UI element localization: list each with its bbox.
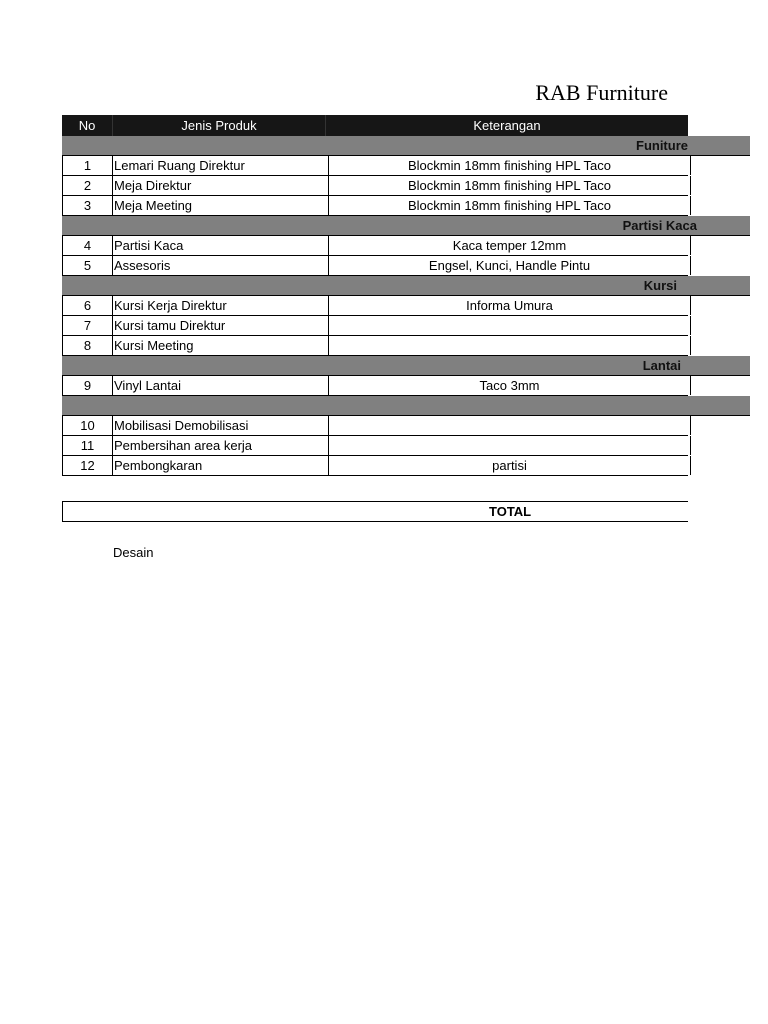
table-row xyxy=(62,296,688,316)
row-number: 5 xyxy=(83,258,92,273)
total-label: TOTAL xyxy=(489,504,532,519)
row-keterangan: Engsel, Kunci, Handle Pintu xyxy=(329,256,691,275)
header-keterangan: Keterangan xyxy=(473,118,541,133)
total-row xyxy=(62,501,688,522)
row-keterangan: partisi xyxy=(329,456,691,475)
row-keterangan xyxy=(329,436,691,455)
section-band xyxy=(62,356,750,376)
table-row xyxy=(62,236,688,256)
table-row xyxy=(62,456,688,476)
table-row xyxy=(62,196,688,216)
row-number: 7 xyxy=(83,318,92,333)
section-label: Funiture xyxy=(636,138,688,153)
table-row xyxy=(62,336,688,356)
section-label: Lantai xyxy=(642,358,681,373)
row-number: 4 xyxy=(83,238,92,253)
row-jenis-produk: Kursi tamu Direktur xyxy=(112,316,329,335)
section-label: Kursi xyxy=(643,278,677,293)
section-band xyxy=(62,276,750,296)
document-title: RAB Furniture xyxy=(535,80,668,105)
table-row xyxy=(62,436,688,456)
section-band xyxy=(62,136,750,156)
row-keterangan: Blockmin 18mm finishing HPL Taco xyxy=(329,196,691,215)
section-band xyxy=(62,216,750,236)
row-keterangan: Kaca temper 12mm xyxy=(329,236,691,255)
row-keterangan: Informa Umura xyxy=(329,296,691,315)
row-jenis-produk: Pembersihan area kerja xyxy=(112,436,329,455)
row-jenis-produk: Meja Meeting xyxy=(112,196,329,215)
row-jenis-produk: Meja Direktur xyxy=(112,176,329,195)
table-row xyxy=(62,256,688,276)
section-label: Partisi Kaca xyxy=(622,218,697,233)
row-keterangan xyxy=(329,416,691,435)
table-body xyxy=(62,136,697,476)
rab-table xyxy=(62,115,697,476)
table-row xyxy=(62,416,688,436)
row-jenis-produk: Partisi Kaca xyxy=(112,236,329,255)
row-number: 8 xyxy=(83,338,92,353)
row-number: 9 xyxy=(83,378,92,393)
row-keterangan xyxy=(329,316,691,335)
row-number: 11 xyxy=(80,438,95,453)
table-row xyxy=(62,376,688,396)
row-number: 2 xyxy=(83,178,92,193)
table-row xyxy=(62,316,688,336)
row-keterangan: Blockmin 18mm finishing HPL Taco xyxy=(329,156,691,175)
table-row xyxy=(62,156,688,176)
section-band xyxy=(62,396,750,416)
row-keterangan: Blockmin 18mm finishing HPL Taco xyxy=(329,176,691,195)
row-number: 10 xyxy=(80,418,95,433)
row-keterangan: Taco 3mm xyxy=(329,376,691,395)
header-jenis-produk: Jenis Produk xyxy=(112,115,326,136)
row-jenis-produk: Mobilisasi Demobilisasi xyxy=(112,416,329,435)
row-jenis-produk: Kursi Meeting xyxy=(112,336,329,355)
row-jenis-produk: Lemari Ruang Direktur xyxy=(112,156,329,175)
row-jenis-produk: Assesoris xyxy=(112,256,329,275)
footer-note: Desain xyxy=(113,545,154,560)
row-jenis-produk: Kursi Kerja Direktur xyxy=(112,296,329,315)
row-number: 6 xyxy=(83,298,92,313)
table-row xyxy=(62,176,688,196)
row-jenis-produk: Pembongkaran xyxy=(112,456,329,475)
row-number: 1 xyxy=(83,158,92,173)
row-keterangan xyxy=(329,336,691,355)
row-number: 12 xyxy=(80,458,95,473)
row-number: 3 xyxy=(83,198,92,213)
row-jenis-produk: Vinyl Lantai xyxy=(112,376,329,395)
table-header xyxy=(62,115,688,136)
header-no: No xyxy=(78,118,96,133)
